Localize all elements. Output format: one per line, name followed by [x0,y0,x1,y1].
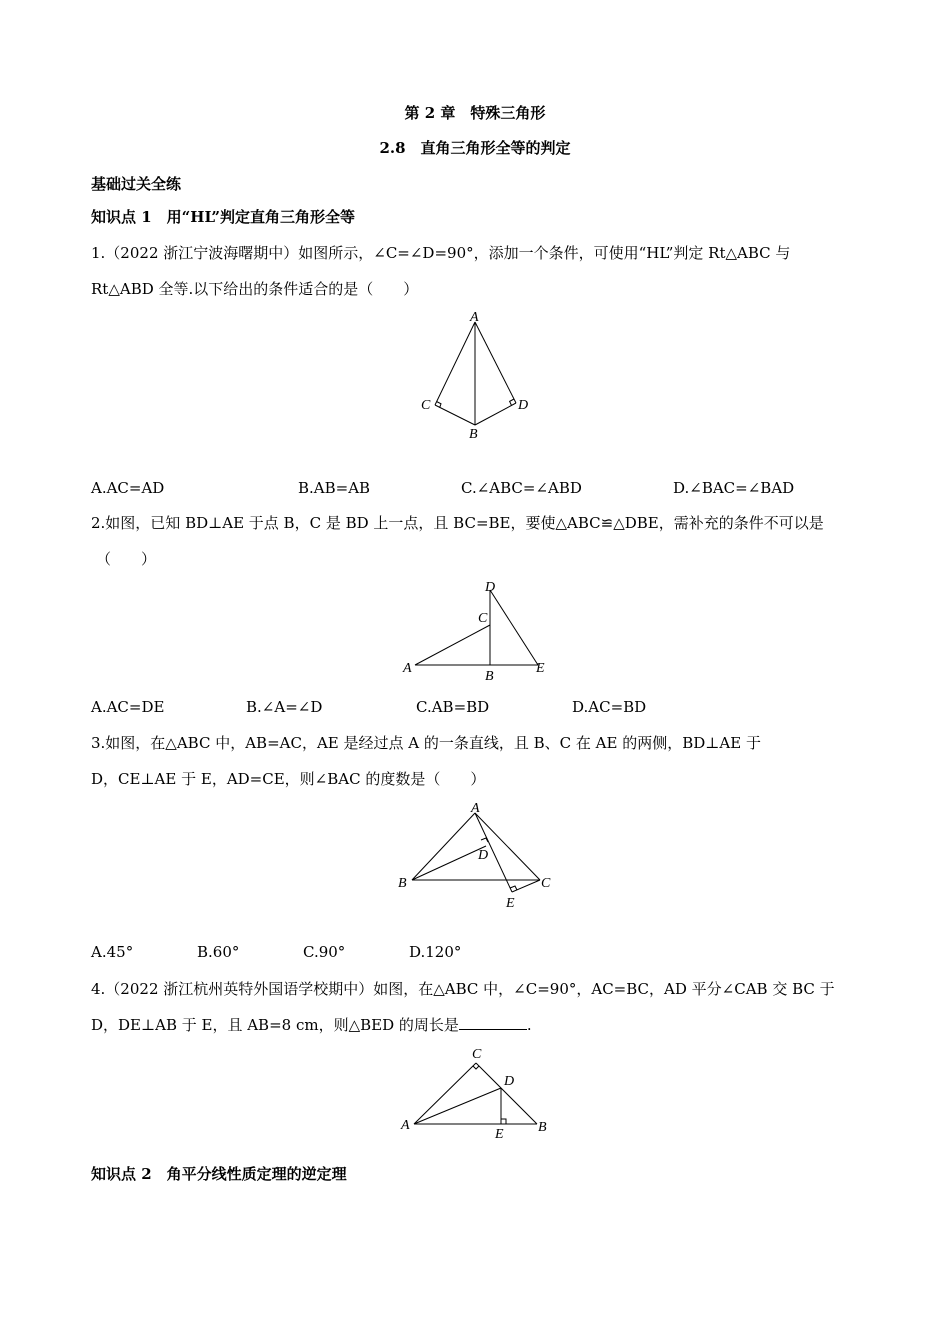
q2-text-line1: 2.如图，已知 BD⊥AE 于点 B，C 是 BD 上一点，且 BC=BE，要使△ABC≌△DBE，需补充的条件不可以是 [91,514,824,532]
q2-option-d: D.AC=BD [572,698,647,716]
q3-seg-ce [512,880,540,892]
q4-seg-cb [476,1063,537,1124]
q3-label: E [506,896,515,911]
q1-label: C [421,398,431,413]
q4-right-angle-e [501,1119,506,1124]
q3-seg-bd [412,846,489,880]
q4-label: D [504,1074,515,1089]
q3-seg-ab [412,813,475,880]
q2-option-c: C.AB=BD [416,698,490,716]
section-title: 2.8 直角三角形全等的判定 [379,139,571,157]
q3-text-line1: 3.如图，在△ABC 中，AB=AC，AE 是经过点 A 的一条直线，且 B、C 在 AE 的两侧，BD⊥AE 于 [91,734,761,752]
q4-label: C [472,1047,482,1062]
q2-seg-de [490,590,538,665]
q4-seg-ad [414,1088,501,1124]
q1-option-a: A.AC=AD [91,479,165,497]
q2-label: C [478,611,488,626]
q3-text-line2: D，CE⊥AE 于 E，AD=CE，则∠BAC 的度数是（ ） [91,770,486,788]
q4-text-line2 [91,1015,532,1035]
q4-figure [400,1043,560,1143]
q2-label: E [536,661,545,676]
q1-seg-ac [435,322,475,405]
q1-label: D [518,398,529,413]
q1-text-line2: Rt△ABD 全等.以下给出的条件适合的是（ ） [91,280,419,298]
q4-seg-ac [414,1063,476,1124]
q3-option-d: D.120° [409,943,462,961]
q4-label: A [401,1118,410,1133]
q3-label: A [471,801,480,816]
q3-figure [395,795,565,915]
knowledge-point-1: 知识点 1 用“HL”判定直角三角形全等 [91,208,356,226]
part-title: 基础过关全练 [91,175,182,193]
q3-label: D [478,848,489,863]
q2-text-line2: （ ） [96,550,157,568]
q1-option-c: C.∠ABC=∠ABD [461,479,582,497]
q4-answer-blank[interactable] [459,1015,527,1030]
q2-label: D [485,580,496,595]
chapter-title: 第 2 章 特殊三角形 [404,104,546,122]
q4-text-line1: 4.（2022 浙江杭州英特外国语学校期中）如图，在△ABC 中，∠C=90°，AC=BC，AD 平分∠CAB 交 BC 于 [91,980,835,998]
q4-right-angle-c [473,1066,479,1069]
q2-label: B [485,669,494,684]
q4-text-line2-before: D，DE⊥AB 于 E，且 AB=8 cm，则△BED 的周长是 [91,1016,459,1034]
q4-label: B [538,1120,547,1135]
q2-option-a: A.AC=DE [91,698,165,716]
q4-text-line2-after: . [526,1016,532,1034]
q4-label: E [495,1127,504,1142]
q3-label: C [541,876,551,891]
q3-option-b: B.60° [197,943,240,961]
q3-option-c: C.90° [303,943,346,961]
q1-text-line1: 1.（2022 浙江宁波海曙期中）如图所示，∠C=∠D=90°，添加一个条件，可使用“HL”判定 Rt△ABC 与 [91,244,791,262]
q2-option-b: B.∠A=∠D [246,698,323,716]
q3-option-a: A.45° [91,943,134,961]
q2-figure [400,575,560,685]
q2-seg-ac [415,625,490,665]
q1-option-b: B.AB=AB [298,479,371,497]
q3-label: B [398,876,407,891]
q2-label: A [403,661,412,676]
q1-figure [410,305,540,445]
q1-label: B [469,427,478,442]
q1-label: A [470,310,479,325]
q1-option-d: D.∠BAC=∠BAD [673,479,795,497]
knowledge-point-2: 知识点 2 角平分线性质定理的逆定理 [91,1165,347,1183]
q1-seg-cb [435,405,475,425]
q1-seg-db [475,403,516,425]
q1-seg-ad [475,322,516,403]
